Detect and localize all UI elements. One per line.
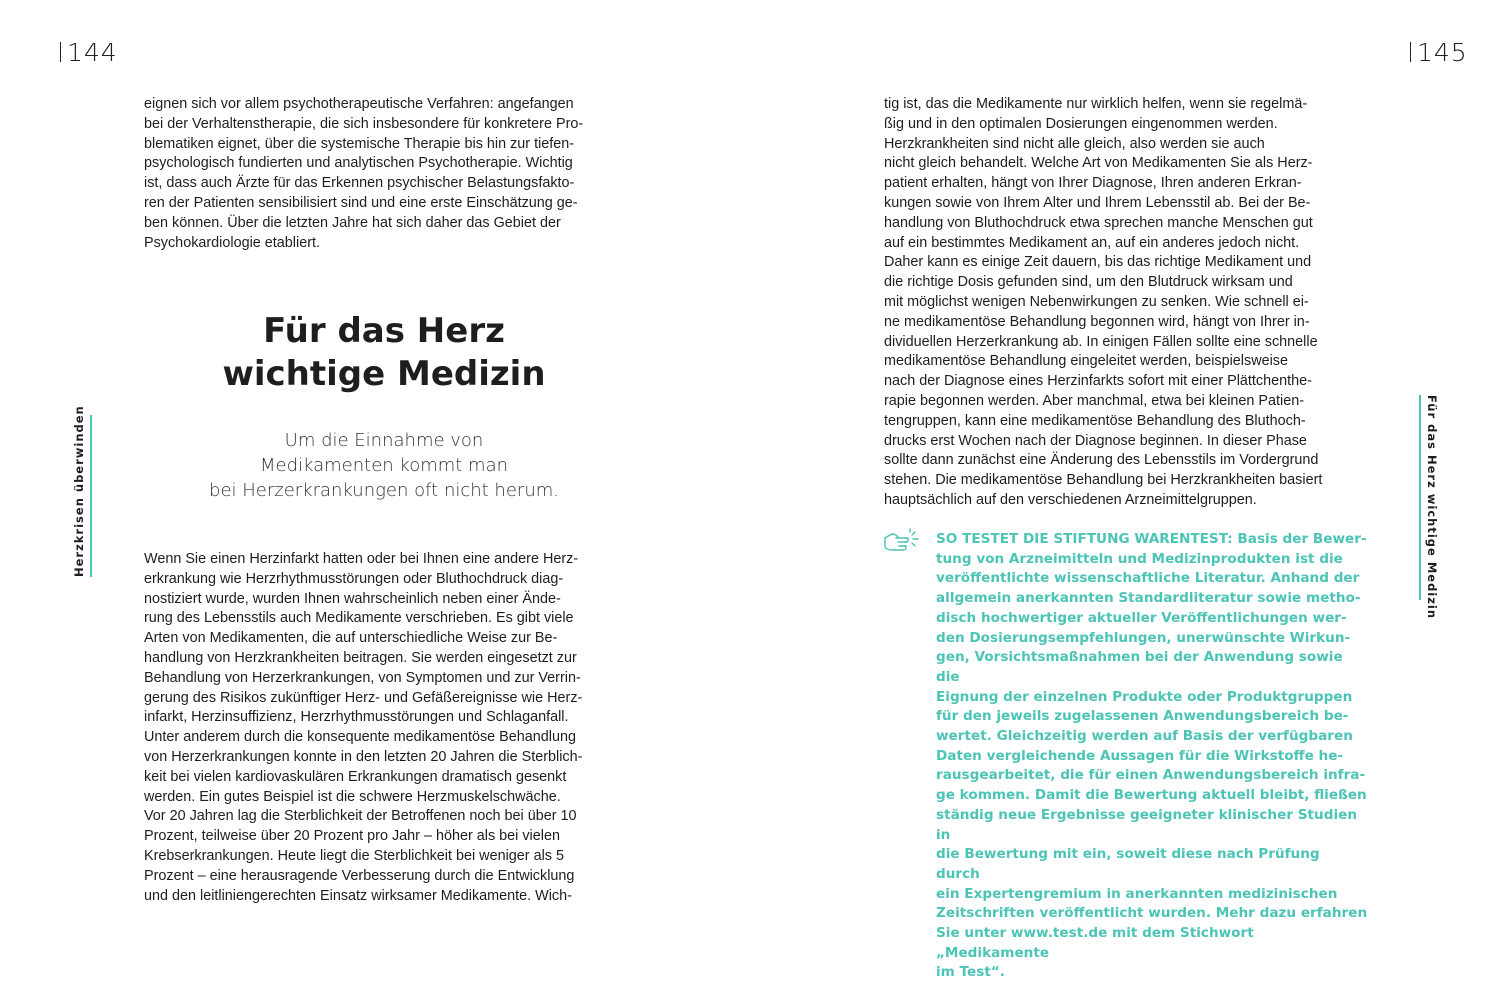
left-intro-column (144, 95, 629, 253)
page-number-left (60, 38, 118, 67)
left-body-paragraph: Wenn Sie einen Herzinfarkt hatten oder bei Ihnen eine andere Herz- erkrankung wie Herzrhythmusstörungen oder Bluthochdruck diag- nostiziert wurde, wurden Ihnen wahrscheinlich neben einer Ände- rung des Lebensstils auch Medikamente verschrieben. Es gibt viele Arten von Medikamenten, die auf unterschiedliche Weise zur Be- handlung von Herzkrankheiten beitragen. Sie werden eingesetzt zur Behandlung von Herzerkrankungen, von Symptomen und zur Verrin- gerung des Risikos zukünftiger Herz- und Gefäßereignisse wie Herz- infarkt, Herzinsuffizienz, Herzrhythmusstörungen und Schlaganfall. Unter anderem durch die konsequente medikamentöse Behandlung von Herzerkrankungen konnte in den letzten 20 Jahren die Sterblich- keit bei vielen kardiovaskulären Erkrankungen dramatisch gesenkt werden. Ein gutes Beispiel ist die schwere Herzmuskelschwäche. Vor 20 Jahren lag die Sterblichkeit der Betroffenen noch bei über 10 Prozent, teilweise über 20 Prozent pro Jahr – höher als bei vielen Krebserkrankungen. Heute liegt die Sterblichkeit bei weniger als 5 Prozent – eine herausragende Verbesserung durch die Entwicklung und den leitliniengerechten Einsatz wirksamer Medikamente. Wich- (144, 551, 583, 904)
page-number-right-value: 145 (1417, 38, 1468, 67)
left-intro-paragraph: eignen sich vor allem psychotherapeutische Verfahren: angefangen bei der Verhaltenstherapie, die sich insbesondere für konkretere Pro- blematiken eignet, über die systemische Therapie bis hin zur tiefen- psychologisch fundierten und analytischen Psychotherapie. Wichtig ist, dass auch Ärzte für das Erkennen psychischer Belastungsfakto- ren der Patienten sensibilisiert sind und eine erste Einschätzung ge- ben können. Über die letzten Jahre hat sich daher das Gebiet der Psychokardiologie etabliert. (144, 96, 584, 251)
right-body-paragraph: tig ist, das die Medikamente nur wirklich helfen, wenn sie regelmä- ßig und in den optimalen Dosierungen eingenommen werden. Herzkrankheiten sind nicht alle gleich, also werden sie auch nicht gleich behandelt. Welche Art von Medikamenten Sie als Herz- patient erhalten, hängt von Ihrer Diagnose, Ihren anderen Erkran- kungen sowie von Ihrem Alter und Ihrem Lebensstil ab. Bei der Be- handlung von Bluthochdruck etwa sprechen manche Menschen gut auf ein bestimmtes Medikament an, auf ein anderes jedoch nicht. Daher kann es einige Zeit dauern, bis das richtige Medikament und die richtige Dosis gefunden sind, um den Blutdruck wirksam und mit möglichst wenigen Nebenwirkungen zu senken. Wie schnell ei- ne medikamentöse Behandlung begonnen wird, hängt von Ihrer in- dividuellen Herzerkrankung ab. In einigen Fällen sollte eine schnelle medikamentöse Behandlung eingeleitet werden, beispielsweise nach der Diagnose eines Herzinfarkts sofort mit einer Plättchenthe- rapie begonnen werden. Aber manchmal, etwa bei kleinen Patien- tengruppen, kann eine medikamentöse Behandlung des Bluthoch- drucks erst Wochen nach der Diagnose beginnen. In dieser Phase sollte dann zunächst eine Änderung des Lebensstils im Vordergrund stehen. Die medikamentöse Behandlung bei Herzkrankheiten basiert hauptsächlich auf den verschiedenen Arzneimittelgruppen. (884, 96, 1323, 508)
running-header-right: Für das Herz wichtige Medizin (1419, 395, 1441, 600)
right-body-column (884, 95, 1369, 511)
page-number-left-value: 144 (67, 38, 118, 67)
chapter-heading: Für das Herz wichtige Medizin (222, 311, 546, 394)
running-header-left: Herzkrisen überwinden (70, 415, 92, 577)
pointing-hand-icon (884, 528, 922, 552)
page-number-right (1410, 38, 1468, 67)
warentest-info-text: SO TESTET DIE STIFTUNG WARENTEST: Basis der Bewer- tung von Arzneimitteln und Medizinprodukten ist die veröffentlichte wissenschaftliche Literatur. Anhand der allgemein anerkannten Standardliteratur sowie metho- disch hochwertiger aktueller Veröffentlichungen wer- den Dosierungsempfehlungen, unerwünschte Wirkun- gen, Vorsichtsmaßnahmen bei der Anwendung sowie die Eignung der einzelnen Produkte oder Produktgruppen für den jeweils zugelassenen Anwendungsbereich be- wertet. Gleichzeitig werden auf Basis der verfügbaren Daten vergleichende Aussagen für die Wirkstoffe he- rausgearbeitet, die für einen Anwendungsbereich infra- ge kommen. Damit die Bewertung aktuell bleibt, fließen ständig neue Ergebnisse geeigneter klinischer Studien in die Bewertung mit ein, soweit diese nach Prüfung durch ein Expertengremium in anerkannten medizinischen Zeitschriften veröffentlicht wurden. Mehr dazu erfahren Sie unter www.test.de mit dem Stichwort „Medikamente im Test“. (936, 531, 1368, 981)
chapter-subheading: Um die Einnahme von Medikamenten kommt man bei Herzerkrankungen oft nicht herum. (209, 430, 559, 501)
left-body-column (144, 550, 629, 906)
